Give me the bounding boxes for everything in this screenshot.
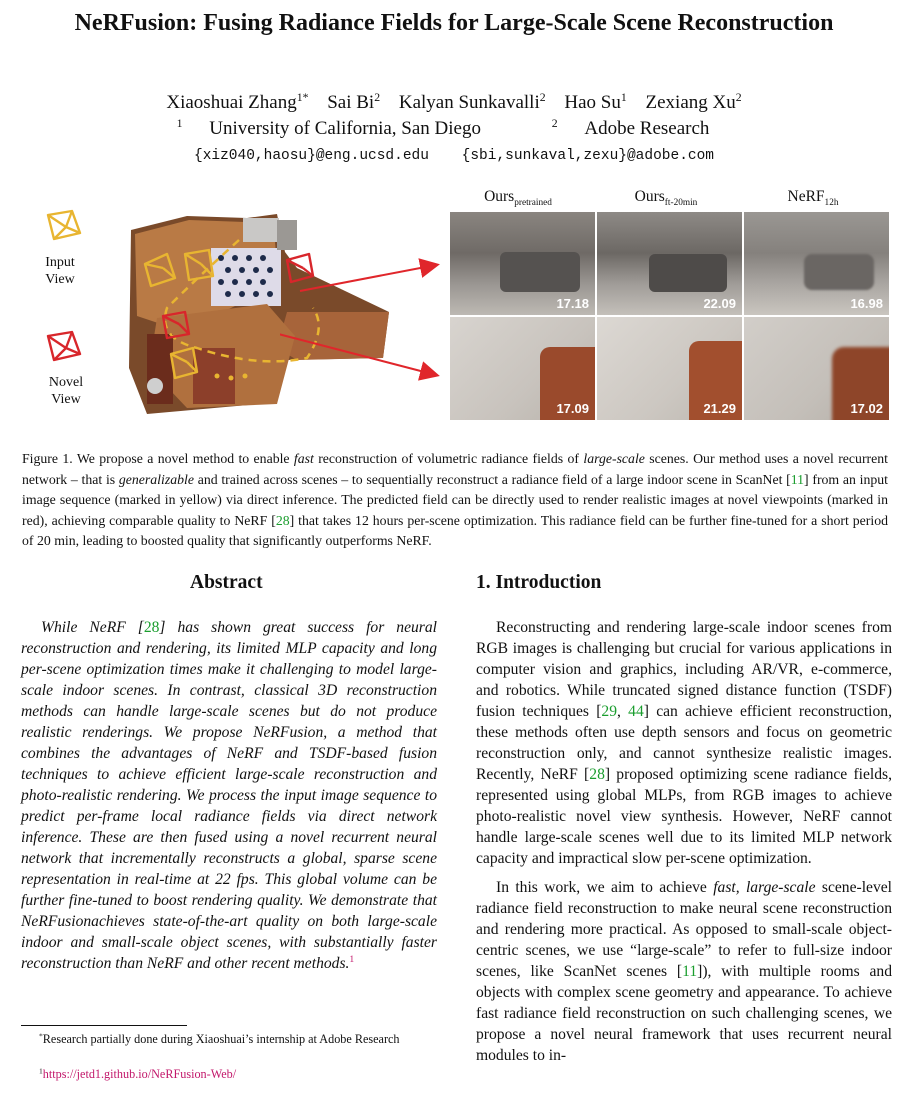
author-4: Hao Su$^1$	[564, 90, 627, 113]
col-head-ours-pretrained: Ours$_{pretrained}$	[484, 188, 552, 209]
abstract-heading: Abstract	[190, 572, 263, 593]
footnote-2: $^1$https://jetd1.github.io/NeRFusion-Web/	[39, 1066, 237, 1081]
abstract-text: While NeRF [28] has shown great success for neural reconstruction and rendering, its limited MLP capacity and long per-scene optimization times make it challenging to model large-scale indoor scenes. In contrast, classical 3D reconstruction methods can handle large-scale scenes but do not produce realistic renderings. We propose NeRFusion, a method that combines the advantages of NeRF and TSDF-based fusion techniques to achieve efficient large-scale reconstruction and photo-realistic rendering. We process the input image sequence to predict per-frame local radiance fields via direct network inference. These are then fused using a novel recurrent neural network that incrementally reconstructs a global, sparse scene representation in real-time at 22 fps. This global volume can be further fine-tuned to boost rendering quality. We demonstrate that NeRFusionachieves state-of-the-art quality on both large-scale indoor and small-scale object scenes, with substantially faster reconstruction than NeRF and other recent methods.$^1$	[21, 619, 437, 972]
input-camera-icon	[44, 207, 84, 243]
affiliation-2: $^2$ Adobe Research	[551, 116, 710, 139]
affiliations	[0, 118, 908, 140]
input-view-label: Input View	[45, 255, 75, 287]
email-adobe: {sbi,sunkaval,zexu}@adobe.com	[461, 148, 714, 164]
footnote-1: *Research partially done during Xiaoshuai’s internship at Adobe Research	[39, 1031, 400, 1046]
affiliation-1: $^1$ University of California, San Diego	[176, 116, 481, 139]
citation-link[interactable]: 11	[790, 471, 805, 487]
citation-link[interactable]: 29	[601, 703, 617, 720]
project-url-link[interactable]: https://jetd1.github.io/NeRFusion-Web/	[42, 1067, 237, 1081]
email-ucsd: {xiz040,haosu}@eng.ucsd.edu	[194, 148, 429, 164]
citation-link[interactable]: 44	[628, 703, 644, 720]
novel-camera-icon	[44, 328, 84, 364]
arrow-to-bottom-row	[280, 311, 436, 375]
thumb-bottom-nerf12h: 17.02	[744, 317, 889, 420]
col-head-nerf12h: NeRF$_{12h}$	[787, 188, 839, 209]
citation-link[interactable]: 28	[589, 766, 605, 783]
citation-link[interactable]: 28	[275, 512, 290, 528]
intro-paragraph-2: In this work, we aim to achieve fast, large-scale scene-level radiance field reconstruction to make neural scene reconstruction and rendering more practical. As opposed to small-scale object-centric scenes, we use “large-scale” to refer to full-size indoor scenes, like ScanNet scenes [11]), with multiple rooms and objects with complex scene geometry and appearance. To achieve fast radiance field reconstruction on such challenging scenes, we propose a novel neural framework that uses recurrent neural modules to in-	[476, 879, 893, 1064]
thumb-bottom-ours-pretrained: 17.09	[450, 317, 595, 420]
figure-caption: Figure 1. We propose a novel method to enable fast reconstruction of volumetric radiance fields of large-scale scenes. Our method uses a novel recurrent network – that is generalizable and trained across scenes – to sequentially reconstruct a radiance field of a large indoor scene in ScanNet [11] from an input image sequence (marked in yellow) via direct inference. The predicted field can be directly used to render realistic images at novel viewpoints (marked in red), achieving comparable quality to NeRF [28] that takes 12 hours per-scene optimization. This radiance field can be further fine-tuned for a short period of 20 min, leading to boosted quality that significantly outperforms NeRF.	[22, 451, 889, 548]
author-1: Xiaoshuai Zhang$^{1*}$	[166, 90, 309, 113]
footnote-rule	[21, 1025, 187, 1026]
paper-title: NeRFusion: Fusing Radiance Fields for Large-Scale Scene Reconstruction	[74, 10, 834, 36]
col-head-ours-ft20: Ours$_{ft-20min}$	[634, 188, 698, 209]
citation-link[interactable]: 11	[682, 963, 698, 980]
thumb-top-ours-ft20: 22.09	[597, 212, 742, 315]
emails	[0, 148, 908, 164]
view-arrows	[280, 255, 445, 385]
introduction-text	[476, 617, 892, 1074]
intro-paragraph-1: Reconstructing and rendering large-scale indoor scenes from RGB images is challenging but crucial for various applications in computer vision and graphics, including AR/VR, e-commerce, and robotics. While truncated signed distance function (TSDF) fusion techniques [29, 44] can achieve efficient reconstruction, these methods often use depth sensors and focus on geometric reconstruction only, and cannot synthesize realistic images. Recently, NeRF [28] proposed optimizing scene radiance fields, represented using global MLPs, from RGB images to achieve photo-realistic novel view synthesis. However, NeRF cannot handle large-scale scenes well due to its limited MLP network capacity and impractical slow per-scene optimization.	[476, 619, 892, 867]
footnote-link[interactable]: 1	[349, 954, 355, 966]
thumb-top-ours-pretrained: 17.18	[450, 212, 595, 315]
thumb-top-nerf12h: 16.98	[744, 212, 889, 315]
author-2: Sai Bi$^2$	[327, 90, 381, 113]
thumb-bottom-ours-ft20: 21.29	[597, 317, 742, 420]
novel-view-label: Novel View	[48, 375, 84, 407]
citation-link[interactable]: 28	[143, 619, 160, 636]
author-list	[0, 92, 908, 114]
introduction-heading: 1. Introduction	[476, 572, 602, 593]
author-5: Zexiang Xu$^2$	[645, 90, 742, 113]
arrow-to-top-row	[300, 265, 436, 291]
author-3: Kalyan Sunkavalli$^2$	[398, 90, 546, 113]
